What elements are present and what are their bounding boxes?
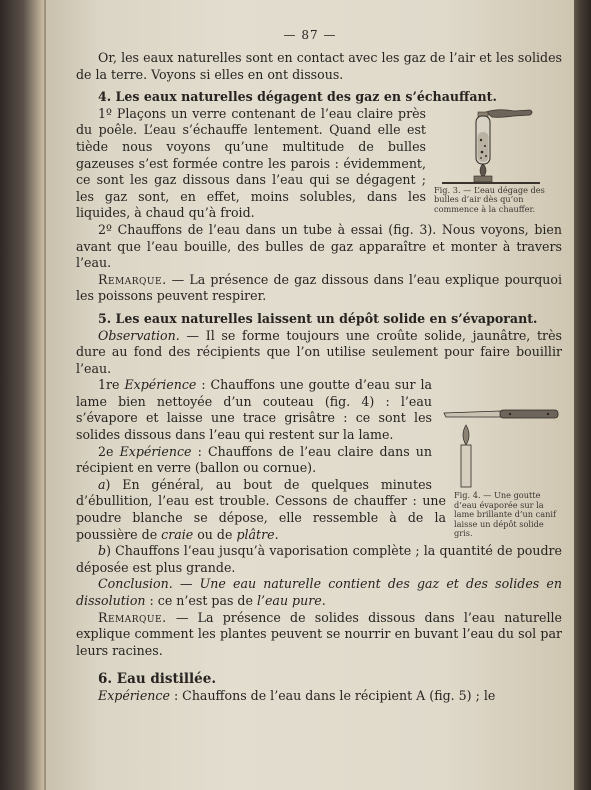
experiment-2-part-b (76, 543, 562, 576)
section-4-remark (76, 272, 562, 305)
candle-shape (461, 445, 471, 487)
section-4-paragraph-2: 2º Chauffons de l’eau dans un tube à essai (fig. 3). Nous voyons, bien avant que l’eau bouille, des bulles de gaz apparaître et monter à travers l’eau. (76, 221, 562, 271)
remark-label: Remarque. (98, 609, 167, 625)
book-page (44, 0, 574, 790)
part-a-label: a (98, 476, 106, 492)
experiment-1-text: : Chauffons une goutte d’eau sur la lame bien nettoyée d’un couteau (fig. 4) : l’eau s’évapore et laisse une trace grisâtre : ce sont les solides dissous dans l’eau qui restent sur la lame. (76, 377, 432, 443)
experiment-2-text: : Chauffons de l’eau claire dans un récipient en verre (ballon ou cornue). (76, 443, 433, 476)
conclusion-label: Conclusion. (98, 576, 173, 592)
hand-shape (486, 109, 532, 117)
remark-text: — La présence de gaz dissous dans l’eau explique pourquoi les poissons peuvent respirer. (76, 271, 562, 304)
experiment-1-number: 1re (98, 377, 125, 393)
burner-shape (474, 176, 492, 182)
section-4-paragraph-1: 1º Plaçons un verre contenant de l’eau claire près du poêle. L’eau s’échauffe lentement. Quand elle est tiède nous voyons qu’une multitude de bulles gazeuses s’est formée contre les parois : évidemment, ce sont les gaz dissous dans l’eau qui se dégagent ; les gaz sont, en effet, moins solubles, dans les liquides, à chaud qu’à froid. (76, 105, 426, 221)
part-b-label: b (98, 543, 107, 559)
page-number: — 87 — (283, 28, 337, 42)
figure-4 (440, 405, 562, 489)
experiment-2-number: 2e (98, 443, 120, 459)
experiment-2-label: Expérience (119, 443, 192, 459)
section-6-experiment-text: : Chauffons de l’eau dans le récipient A (fig. 5) ; le (169, 687, 496, 703)
section-4-title: 4. Les eaux naturelles dégagent des gaz en s’échauffant. (98, 89, 497, 105)
section-5-observation (76, 328, 562, 378)
observation-text: — Il se forme toujours une croûte solide, jaunâtre, très dure au fond des récipients que l’on utilise seulement pour faire bouillir l’eau. (76, 327, 562, 376)
knife-blade-illustration (440, 405, 562, 489)
conclusion-pure-water: l’eau pure (256, 593, 322, 608)
section-6-experiment (76, 688, 562, 705)
conclusion-italic-text: — Une eau naturelle contient des gaz et des solides en dissolution (76, 576, 562, 608)
figure-4-caption: Fig. 4. — Une goutte d’eau évaporée sur la lame brillante d’un canif laisse un dépôt solide gris. (454, 490, 556, 538)
figure-3 (434, 106, 562, 214)
part-a-end: . (274, 526, 279, 542)
blade-shape (444, 411, 502, 417)
figure-4-caption-block (454, 491, 562, 538)
water-in-tube (478, 132, 489, 162)
part-b-text: ) Chauffons l’eau jusqu’à vaporisation complète ; la quantité de poudre déposée est plus grande. (76, 543, 562, 575)
section-5-conclusion (76, 576, 562, 609)
section-5-remark (76, 610, 562, 660)
page-content (76, 50, 562, 705)
conclusion-end: . (321, 593, 326, 608)
section-5-title: 5. Les eaux naturelles laissent un dépôt solide en s’évaporant. (98, 310, 538, 326)
conclusion-mid-text: : ce n’est pas de (145, 593, 257, 608)
craie-word: craie (161, 526, 194, 542)
remark-label: Remarque. (98, 271, 167, 287)
section-6-experiment-label: Expérience (98, 687, 170, 703)
test-tube-heating-illustration (434, 106, 562, 186)
section-6-title: 6. Eau distillée. (98, 671, 217, 688)
table-line (442, 182, 540, 184)
part-a-text: ) En général, au bout de quelques minutes d’ébullition, l’eau est trouble. Cessons de chauffer : une poudre blanche se dépose, elle ressemble à de la poussière de (76, 476, 446, 542)
experiment-1-label: Expérience (124, 377, 197, 393)
remark-text: — La présence de solides dissous dans l’eau naturelle explique comment les plantes peuvent se nourrir en buvant l’eau du sol par leurs racines. (76, 609, 562, 658)
part-a-connector: ou de (193, 526, 237, 542)
observation-label: Observation. (98, 327, 180, 343)
intro-paragraph: Or, les eaux naturelles sont en contact avec les gaz de l’air et les solides de la terre. Voyons si elles en ont dissous. (76, 50, 562, 82)
platre-word: plâtre (236, 526, 275, 542)
figure-3-caption: Fig. 3. — L’eau dégage des bulles d’air dès qu’on commence à la chauffer. (434, 184, 545, 214)
flame-shape (463, 425, 469, 445)
knife-handle-shape (500, 410, 558, 418)
